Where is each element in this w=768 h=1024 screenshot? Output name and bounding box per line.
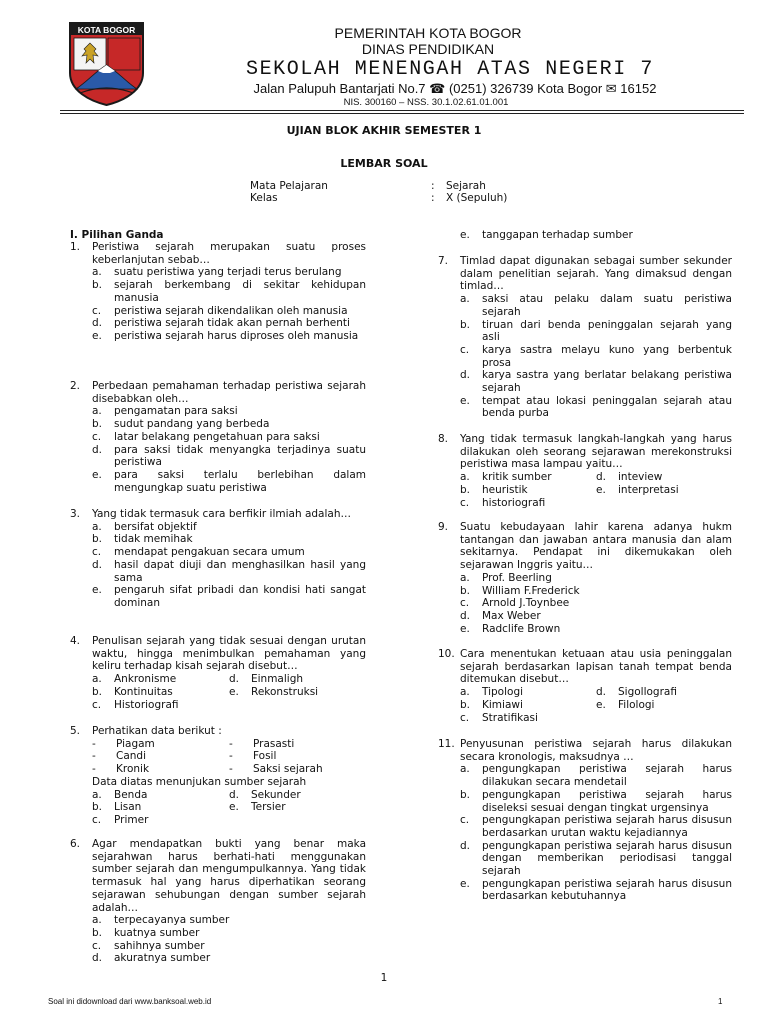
- option: a. bersifat objektif: [92, 520, 197, 533]
- option: d. para saksi tidak menyangka terjadinya suatu peristiwa: [92, 443, 366, 469]
- option: e. Radclife Brown: [460, 622, 561, 635]
- option-row: a. Benda d. Sekunder: [92, 788, 301, 801]
- question-2: [70, 380, 366, 494]
- question-6: [70, 838, 366, 965]
- page-number: 1: [380, 972, 388, 984]
- question-4: [70, 635, 366, 711]
- question-text: Cara menentukan ketuaan atau usia peninggalan sejarah berdasarkan lapisan tanah tempat benda ditemukan disebut…: [460, 648, 732, 686]
- option: c. mendapat pengakuan secara umum: [92, 546, 305, 559]
- question-text: Yang tidak termasuk langkah-langkah yang harus dilakukan oleh seorang sejarawan merekonstruksi peristiwa masa lampau yaitu…: [460, 433, 732, 471]
- question-number: 9.: [438, 521, 449, 533]
- footer-source: Soal ini didownload dari www.banksoal.web.id: [48, 997, 212, 1006]
- footer-page-number: 1: [718, 997, 723, 1006]
- meta-class-value: X (Sepuluh): [446, 192, 508, 204]
- meta-subject-value: Sejarah: [446, 180, 486, 192]
- question-text: Yang tidak termasuk cara berfikir ilmiah adalah…: [92, 508, 351, 520]
- option: d. Max Weber: [460, 609, 541, 622]
- question-5: [70, 725, 366, 827]
- option: c. peristiwa sejarah dikendalikan oleh manusia: [92, 304, 348, 317]
- question-text: Perhatikan data berikut :: [92, 725, 222, 737]
- question-text: Penyusunan peristiwa sejarah harus dilakukan secara kronologis, maksudnya …: [460, 738, 732, 763]
- option: a. terpecayanya sumber: [92, 914, 230, 927]
- question-11: [438, 738, 732, 903]
- logo-text: KOTA BOGOR: [77, 25, 136, 35]
- right-column: [438, 229, 732, 969]
- option: a. suatu peristiwa yang terjadi terus berulang: [92, 266, 342, 279]
- option: d. hasil dapat diuji dan menghasilkan hasil yang sama: [92, 558, 366, 584]
- question-text: Penulisan sejarah yang tidak sesuai dengan urutan waktu, hingga menimbulkan pemahaman yang keliru terhadap kisah sejarah disebut…: [92, 635, 366, 673]
- option-row: a. Tipologi d. Sigollografi: [460, 686, 677, 699]
- question-number: 5.: [70, 725, 81, 737]
- question-text: Timlad dapat digunakan sebagai sumber sekunder dalam penelitian sejarah. Yang dimaksud dengan timlad…: [460, 255, 732, 293]
- option: a. pengamatan para saksi: [92, 405, 238, 418]
- option-row: c. Historiografi: [92, 698, 179, 711]
- header-address: Jalan Palupuh Bantarjati No.7 ☎ (0251) 326739 Kota Bogor ✉ 16152: [253, 81, 657, 96]
- option-row: c. Stratifikasi: [460, 711, 538, 724]
- option: d. pengungkapan peristiwa sejarah harus disusun dengan memberikan periodisasi tanggal sejarah: [460, 839, 732, 878]
- option: c. sahihnya sumber: [92, 939, 205, 952]
- question-number: 1.: [70, 241, 81, 253]
- question-number: 11.: [438, 738, 455, 750]
- option: e. pengaruh sifat pribadi dan kondisi hati sangat dominan: [92, 584, 366, 609]
- option: b. kuatnya sumber: [92, 926, 200, 939]
- question-number: 2.: [70, 380, 81, 392]
- data-row: - Candi - Fosil: [92, 750, 277, 763]
- question-number: 6.: [70, 838, 81, 850]
- question-number: 10.: [438, 648, 455, 660]
- question-6-continued: [438, 229, 732, 242]
- question-1: [70, 241, 366, 343]
- header-department: DINAS PENDIDIKAN: [361, 41, 495, 57]
- header-nis: NIS. 300160 – NSS. 30.1.02.61.01.001: [343, 97, 509, 108]
- option: a. saksi atau pelaku dalam suatu peristiwa sejarah: [460, 293, 732, 318]
- question-prompt: Data diatas menunjukan sumber sejarah: [92, 775, 307, 788]
- question-number: 8.: [438, 433, 449, 445]
- option: b. pengungkapan peristiwa sejarah harus diseleksi sesuai dengan tingkat urgensinya: [460, 788, 732, 814]
- option: b. sudut pandang yang berbeda: [92, 418, 270, 431]
- meta-class-label: Kelas: [250, 192, 278, 204]
- exam-title: UJIAN BLOK AKHIR SEMESTER 1: [286, 124, 482, 137]
- question-text: Suatu kebudayaan lahir karena adanya hukm tantangan dan jawaban antara manusia dan alam sekitarnya. Pendapat ini dikemukakan oleh sejarawan Inggris yaitu…: [460, 521, 732, 572]
- option: c. pengungkapan peristiwa sejarah harus disusun berdasarkan urutan waktu kejadiannya: [460, 814, 732, 839]
- option-row: b. heuristik e. interpretasi: [460, 483, 679, 496]
- option: b. sejarah berkembang di sekitar kehidupan manusia: [92, 279, 366, 304]
- header-rule-thin: [60, 113, 744, 114]
- option-row: c. historiografi: [460, 496, 546, 509]
- question-number: 3.: [70, 508, 81, 520]
- question-3: [70, 508, 366, 610]
- header-rule: [60, 110, 744, 111]
- option: e. peristiwa sejarah harus diproses oleh manusia: [92, 329, 359, 342]
- option: e. pengungkapan peristiwa sejarah harus disusun berdasarkan kebutuhannya: [460, 877, 732, 903]
- option-row: a. Ankronisme d. Einmaligh: [92, 673, 304, 686]
- question-8: [438, 433, 732, 509]
- question-text: Agar mendapatkan bukti yang benar maka sejarahwan harus berhati-hati menggunakan sumber sejarah dan mengumpulkannya. Yang tidak termasuk hal yang harus diperhatikan seorang sejarawan sehubungan dengan sumber sejarah adalah…: [92, 838, 366, 914]
- question-7: [438, 255, 732, 420]
- left-column: [70, 229, 366, 969]
- meta-subject-sep: :: [431, 180, 435, 192]
- option-row: b. Kimiawi e. Filologi: [460, 698, 655, 711]
- option: c. latar belakang pengetahuan para saksi: [92, 430, 320, 443]
- question-10: [438, 648, 732, 724]
- section-title: I. Pilihan Ganda: [70, 229, 164, 241]
- meta-subject-label: Mata Pelajaran: [250, 180, 328, 192]
- option: c. karya sastra melayu kuno yang berbentuk prosa: [460, 343, 732, 369]
- option: e. tempat atau lokasi peninggalan sejarah atau benda purba: [460, 394, 732, 420]
- data-row: - Kronik - Saksi sejarah: [92, 763, 323, 776]
- question-number: 4.: [70, 635, 81, 647]
- sheet-title: LEMBAR SOAL: [340, 157, 428, 170]
- header-school-name: SEKOLAH MENENGAH ATAS NEGERI 7: [245, 58, 655, 81]
- option-row: c. Primer: [92, 813, 149, 826]
- data-row: - Piagam - Prasasti: [92, 737, 295, 750]
- question-text: Peristiwa sejarah merupakan suatu proses keberlanjutan sebab…: [92, 241, 366, 266]
- header-government: PEMERINTAH KOTA BOGOR: [334, 25, 522, 41]
- option: a. pengungkapan peristiwa sejarah harus dilakukan secara mendetail: [460, 763, 732, 789]
- option-row: a. kritik sumber d. inteview: [460, 471, 663, 484]
- option: d. peristiwa sejarah tidak akan pernah berhenti: [92, 317, 350, 330]
- option-row: b. Kontinuitas e. Rekonstruksi: [92, 685, 319, 698]
- option: b. tidak memihak: [92, 533, 193, 546]
- option: d. karya sastra yang berlatar belakang peristiwa sejarah: [460, 369, 732, 395]
- option-row: b. Lisan e. Tersier: [92, 801, 286, 814]
- option: e. tanggapan terhadap sumber: [460, 229, 633, 241]
- option: b. tiruan dari benda peninggalan sejarah yang asli: [460, 318, 732, 344]
- question-text: Perbedaan pemahaman terhadap peristiwa sejarah disebabkan oleh…: [92, 380, 366, 405]
- option: a. Prof. Beerling: [460, 571, 552, 584]
- option: e. para saksi terlalu berlebihan dalam mengungkap suatu peristiwa: [92, 468, 366, 494]
- option: d. akuratnya sumber: [92, 952, 211, 965]
- meta-class-sep: :: [431, 192, 435, 204]
- option: c. Arnold J.Toynbee: [460, 597, 570, 610]
- question-number: 7.: [438, 255, 449, 267]
- question-9: [438, 521, 732, 635]
- option: b. William F.Frederick: [460, 584, 580, 597]
